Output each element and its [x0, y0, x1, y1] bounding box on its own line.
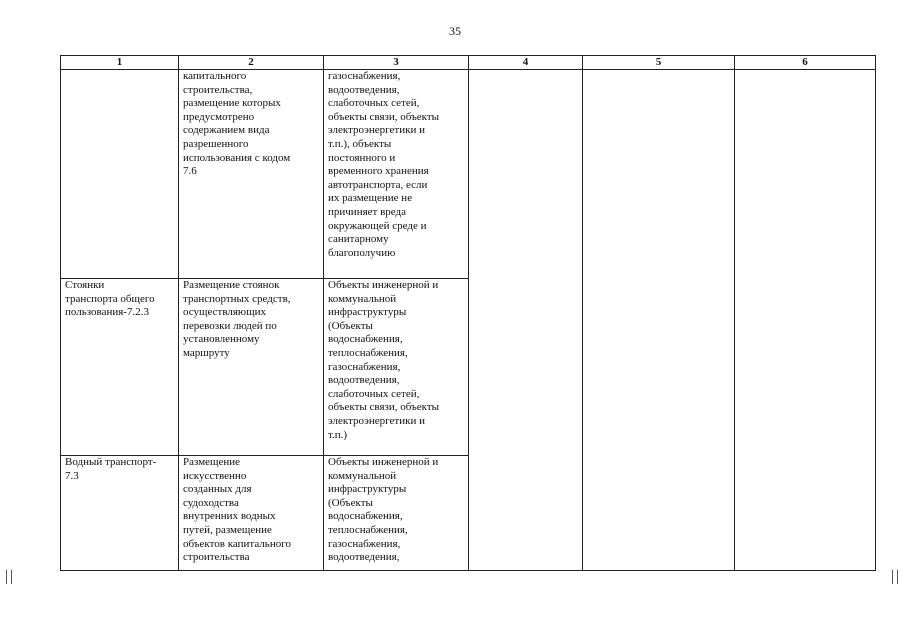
- header-row: [61, 56, 876, 70]
- objects-text: Объекты инженерной и коммунальной инфраструктуры (Объекты водоснабжения, теплоснабжения, газоснабжения, водоотведения, слаботочных сетей, объекты связи, объекты электроэнергетики и т.п.): [328, 279, 440, 441]
- table-row: [61, 70, 876, 279]
- description-cell: [179, 70, 324, 279]
- table-body: [61, 70, 876, 571]
- merged-cell-col6: [735, 70, 876, 571]
- description-text: капитального строительства, размещение которых предусмотрено содержанием вида разрешенного использования с кодом 7.6: [183, 70, 291, 178]
- description-cell: [179, 279, 324, 456]
- objects-cell: [324, 456, 469, 571]
- column-header-5: 5: [583, 56, 735, 70]
- merged-cell-col4: [469, 70, 583, 571]
- row-name-text: Стоянки транспорта общего пользования-7.2.3: [65, 279, 155, 319]
- merged-cell-col5: [583, 70, 735, 571]
- row-name-cell: [61, 279, 179, 456]
- description-text: Размещение искусственно созданных для судоходства внутренних водных путей, размещение объектов капитального строительства: [183, 456, 291, 564]
- description-cell: [179, 456, 324, 571]
- page-number: 35: [449, 24, 461, 38]
- document-table: [60, 55, 876, 571]
- objects-text: Объекты инженерной и коммунальной инфраструктуры (Объекты водоснабжения, теплоснабжения, газоснабжения, водоотведения,: [328, 456, 439, 564]
- objects-text: газоснабжения, водоотведения, слаботочных сетей, объекты связи, объекты электроэнергетики и т.п.), объекты постоянного и временного хранения автотранспорта, если их размещение не причиняет вреда окружающей среде и санитарному благополучию: [328, 70, 440, 259]
- table-header: [61, 56, 876, 70]
- column-header-6: 6: [735, 56, 876, 70]
- column-header-2: 2: [179, 56, 324, 70]
- left-margin-mark: [6, 570, 12, 584]
- row-name-cell: [61, 456, 179, 571]
- objects-cell: [324, 70, 469, 279]
- objects-cell: [324, 279, 469, 456]
- description-text: Размещение стоянок транспортных средств, осуществляющих перевозки людей по установленному маршруту: [183, 279, 291, 359]
- column-header-4: 4: [469, 56, 583, 70]
- row-name-cell: [61, 70, 179, 279]
- right-margin-mark: [892, 570, 898, 584]
- column-header-1: 1: [61, 56, 179, 70]
- column-header-3: 3: [324, 56, 469, 70]
- row-name-text: Водный транспорт- 7.3: [65, 456, 157, 482]
